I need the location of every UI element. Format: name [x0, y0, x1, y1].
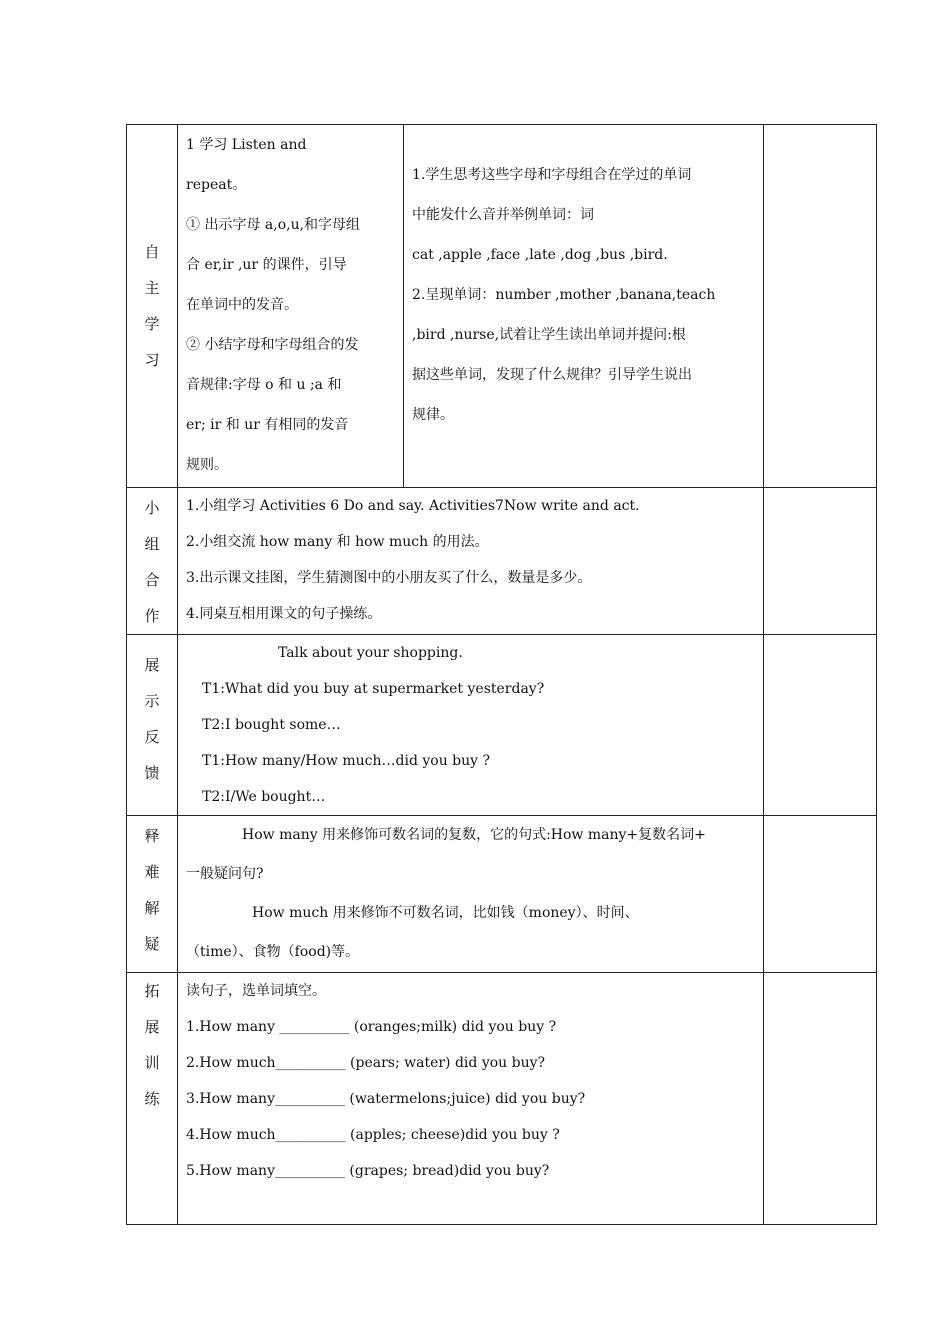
label-char: 习	[144, 351, 160, 369]
vertical-label	[127, 818, 177, 962]
text-line: How many 用来修饰可数名词的复数，它的句式:How many+复数名词+	[242, 827, 706, 843]
text-line: ② 小结字母和字母组合的发	[186, 337, 359, 353]
label-char: 主	[144, 279, 160, 297]
dialogue-line: T1:What did you buy at supermarket yesterday?	[202, 681, 545, 697]
text-line: （time）、食物（food)等。	[186, 944, 360, 960]
label-char: 训	[144, 1054, 160, 1072]
group-work-cell	[178, 488, 764, 635]
text-line: er; ir 和 ur 有相同的发音	[186, 417, 349, 433]
exercise-item: 1.How many __________ (oranges;milk) did you buy ?	[186, 1019, 557, 1035]
vertical-label	[127, 490, 177, 634]
row-label-extension	[127, 973, 178, 1225]
extension-cell	[178, 973, 764, 1225]
dialogue-line: T2:I/We bought…	[202, 789, 326, 805]
text-line: 合 er,ir ,ur 的课件，引导	[186, 257, 347, 273]
notes-cell	[764, 635, 877, 816]
text-line: 1.小组学习 Activities 6 Do and say. Activities7Now write and act.	[186, 498, 640, 514]
label-char: 展	[144, 1018, 160, 1036]
text-line: ① 出示字母 a,o,u,和字母组	[186, 217, 361, 233]
text-line: 2.呈现单词：number ,mother ,banana,teach	[412, 287, 716, 303]
lesson-plan-table	[126, 124, 877, 1225]
exercise-item: 5.How many__________ (grapes; bread)did you buy?	[186, 1163, 550, 1179]
text-line: 在单词中的发音。	[186, 297, 298, 313]
row-extension	[127, 973, 877, 1225]
row-explain	[127, 816, 877, 973]
label-char: 馈	[144, 764, 160, 782]
feedback-title: Talk about your shopping.	[278, 645, 463, 661]
label-char: 自	[144, 243, 160, 261]
dialogue-line: T2:I bought some…	[202, 717, 341, 733]
self-study-left-cell	[178, 125, 404, 488]
label-char: 作	[144, 607, 160, 625]
text-line: 规律。	[412, 407, 454, 423]
label-char: 合	[144, 571, 160, 589]
label-char: 小	[144, 499, 160, 517]
row-label-explain	[127, 816, 178, 973]
row-feedback	[127, 635, 877, 816]
text-line: 3.出示课文挂图，学生猜测图中的小朋友买了什么，数量是多少。	[186, 570, 592, 586]
label-char: 拓	[144, 982, 160, 1000]
label-char: 疑	[144, 935, 160, 953]
label-char: 解	[144, 899, 160, 917]
row-label-self-study	[127, 125, 178, 488]
vertical-label	[127, 234, 177, 378]
text-line: cat ,apple ,face ,late ,dog ,bus ,bird.	[412, 247, 668, 263]
self-study-right-cell	[404, 125, 764, 488]
text-line: ,bird ,nurse,试着让学生读出单词并提问:根	[412, 327, 686, 343]
text-line: 据这些单词，发现了什么规律？引导学生说出	[412, 367, 692, 383]
explain-cell	[178, 816, 764, 973]
vertical-label	[127, 647, 177, 791]
notes-cell	[764, 816, 877, 973]
text-line: 音规律:字母 o 和 u ;a 和	[186, 377, 342, 393]
text-line: 规则。	[186, 457, 228, 473]
row-group-work	[127, 488, 877, 635]
exercise-item: 4.How much__________ (apples; cheese)did you buy ?	[186, 1127, 560, 1143]
label-char: 展	[144, 656, 160, 674]
label-char: 反	[144, 728, 160, 746]
exercise-item: 2.How much__________ (pears; water) did you buy?	[186, 1055, 546, 1071]
exercise-item: 3.How many__________ (watermelons;juice) did you buy?	[186, 1091, 586, 1107]
text-line: 中能发什么音并举例单词：词	[412, 207, 594, 223]
label-char: 组	[144, 535, 160, 553]
text-line: repeat。	[186, 177, 247, 193]
label-char: 示	[144, 692, 160, 710]
text-line: 4.同桌互相用课文的句子操练。	[186, 606, 382, 622]
vertical-label	[127, 973, 177, 1117]
notes-cell	[764, 125, 877, 488]
label-char: 释	[144, 827, 160, 845]
text-line: 1 学习 Listen and	[186, 137, 307, 153]
label-char: 难	[144, 863, 160, 881]
row-self-study	[127, 125, 877, 488]
text-line: 2.小组交流 how many 和 how much 的用法。	[186, 534, 489, 550]
label-char: 练	[144, 1090, 160, 1108]
text-line: 1.学生思考这些字母和字母组合在学过的单词	[412, 167, 692, 183]
text-line: How much 用来修饰不可数名词，比如钱（money）、时间、	[252, 905, 639, 921]
row-label-feedback	[127, 635, 178, 816]
notes-cell	[764, 973, 877, 1225]
dialogue-line: T1:How many/How much…did you buy ?	[202, 753, 491, 769]
row-label-group-work	[127, 488, 178, 635]
notes-cell	[764, 488, 877, 635]
feedback-cell	[178, 635, 764, 816]
label-char: 学	[144, 315, 160, 333]
exercise-intro: 读句子，选单词填空。	[186, 983, 326, 999]
text-line: 一般疑问句?	[186, 866, 264, 882]
